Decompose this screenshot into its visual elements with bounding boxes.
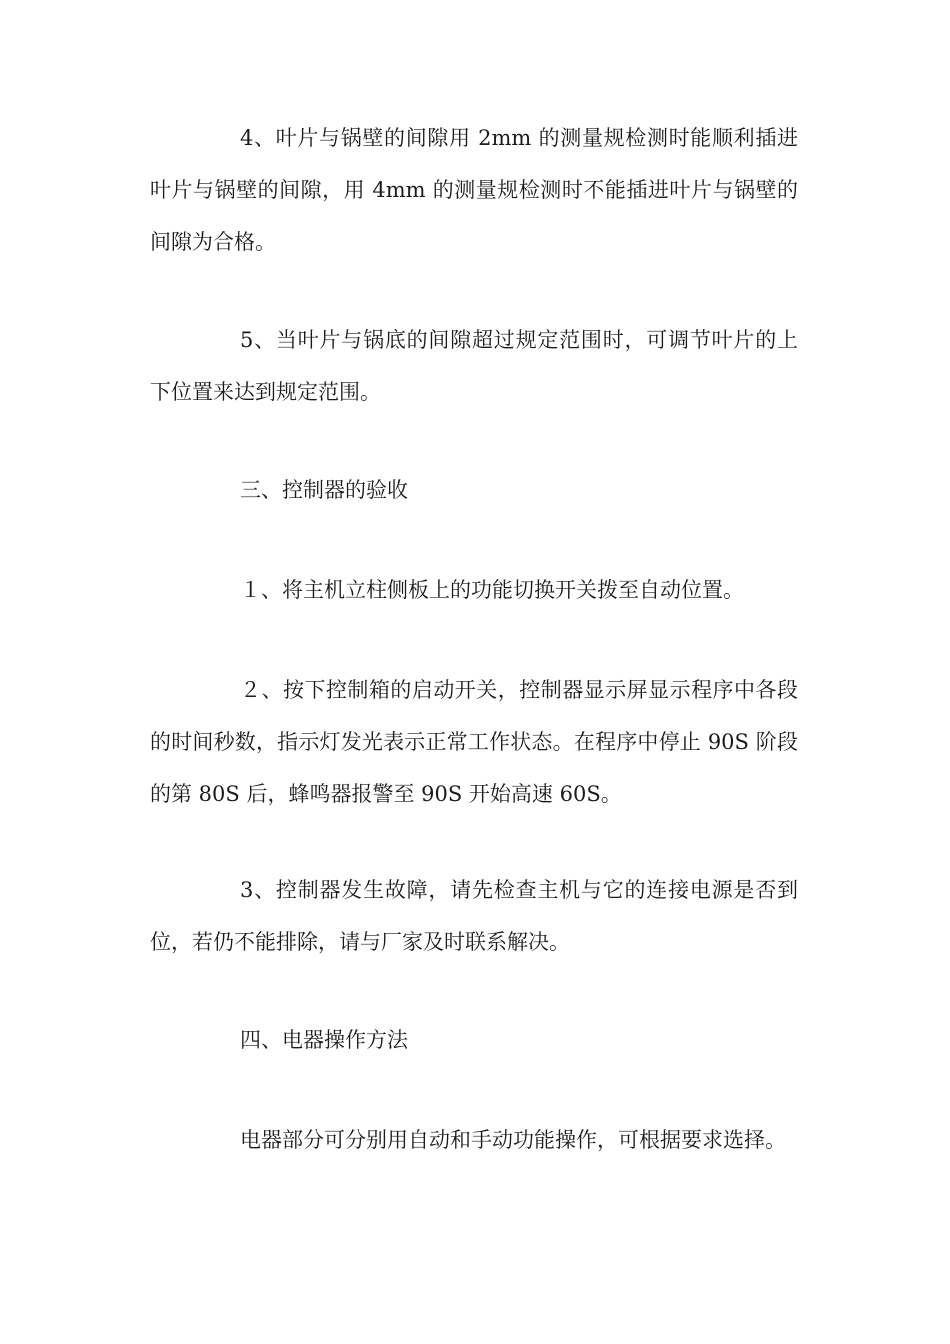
paragraph-start-switch: ２、按下控制箱的启动开关，控制器显示屏显示程序中各段的时间秒数，指示灯发光表示正常工作状态。在程序中停止 90S 阶段的第 80S 后，蜂鸣器报警至 90S 开始高速 60S。 [150, 678, 798, 806]
paragraph-blade-wall-gap: 4、叶片与锅壁的间隙用 2mm 的测量规检测时能顺利插进叶片与锅壁的间隙，用 4mm 的测量规检测时不能插进叶片与锅壁的间隙为合格。 [150, 126, 798, 254]
paragraph-electrical-modes: 电器部分可分别用自动和手动功能操作，可根据要求选择。 [240, 1128, 786, 1152]
paragraph-blade-bottom-gap: 5、当叶片与锅底的间隙超过规定范围时，可调节叶片的上下位置来达到规定范围。 [150, 328, 798, 404]
section-heading-electrical-operation: 四、电器操作方法 [240, 1028, 408, 1052]
section-heading-controller-acceptance: 三、控制器的验收 [240, 478, 408, 502]
paragraph-controller-fault: 3、控制器发生故障，请先检查主机与它的连接电源是否到位，若仍不能排除，请与厂家及时联系解决。 [150, 878, 798, 954]
paragraph-function-switch: １、将主机立柱侧板上的功能切换开关拨至自动位置。 [240, 578, 744, 602]
